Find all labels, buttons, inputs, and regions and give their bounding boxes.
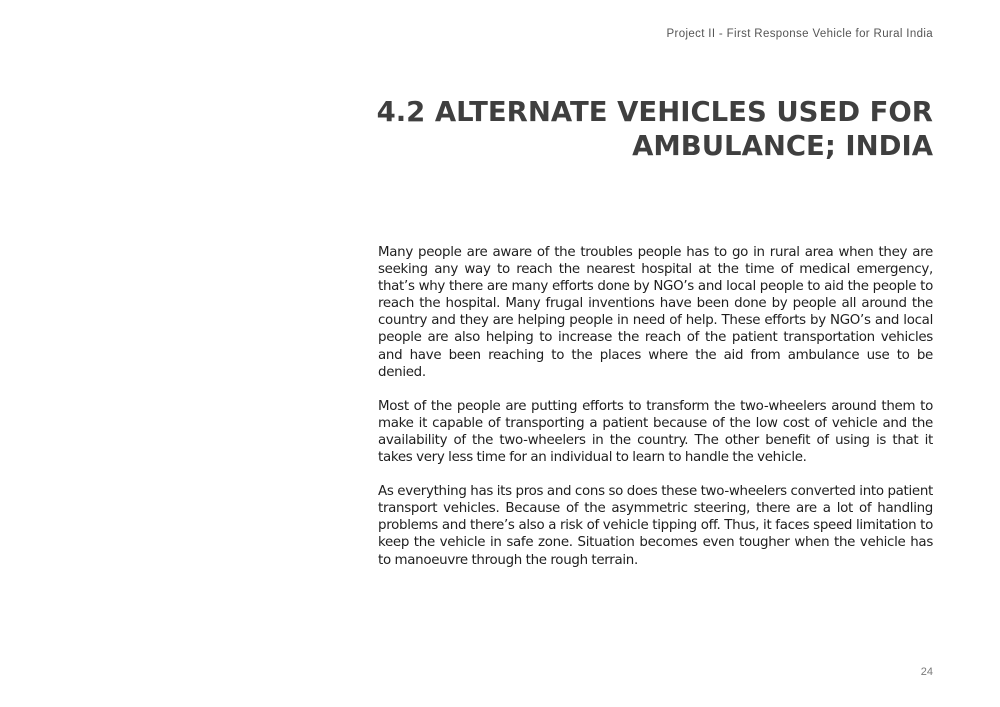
body-text — [378, 244, 933, 586]
section-title-line-1: 4.2 ALTERNATE VEHICLES USED FOR — [376, 96, 933, 128]
section-title — [313, 95, 933, 163]
section-title-line-2: AMBULANCE; INDIA — [632, 130, 933, 162]
paragraph-1: Many people are aware of the troubles people has to go in rural area when they are seeking any way to reach the nearest hospital at the time of medical emergency, that’s why there are many efforts done by NGO’s and local people to aid the people to reach the hospital. Many frugal inventions have been done by people all around the country and they are helping people in need of help. These efforts by NGO’s and local people are also helping to increase the reach of the patient transportation vehicles and have been reaching to the places where the aid from ambulance use to be denied. — [378, 245, 933, 380]
paragraph-2: Most of the people are putting efforts to transform the two-wheelers around them to make it capable of transporting a patient because of the low cost of vehicle and the availability of the two-wheelers in the country. The other benefit of using is that it takes very less time for an individual to learn to handle the vehicle. — [378, 398, 933, 466]
paragraph-3: As everything has its pros and cons so does these two-wheelers converted into patient transport vehicles. Because of the asymmetric steering, there are a lot of handling problems and there’s also a risk of vehicle tipping off. Thus, it faces speed limitation to keep the vehicle in safe zone. Situation becomes even tougher when the vehicle has to manoeuvre through the rough terrain. — [378, 484, 933, 568]
page-number: 24 — [920, 666, 933, 678]
running-header: Project II - First Response Vehicle for Rural India — [666, 28, 933, 40]
